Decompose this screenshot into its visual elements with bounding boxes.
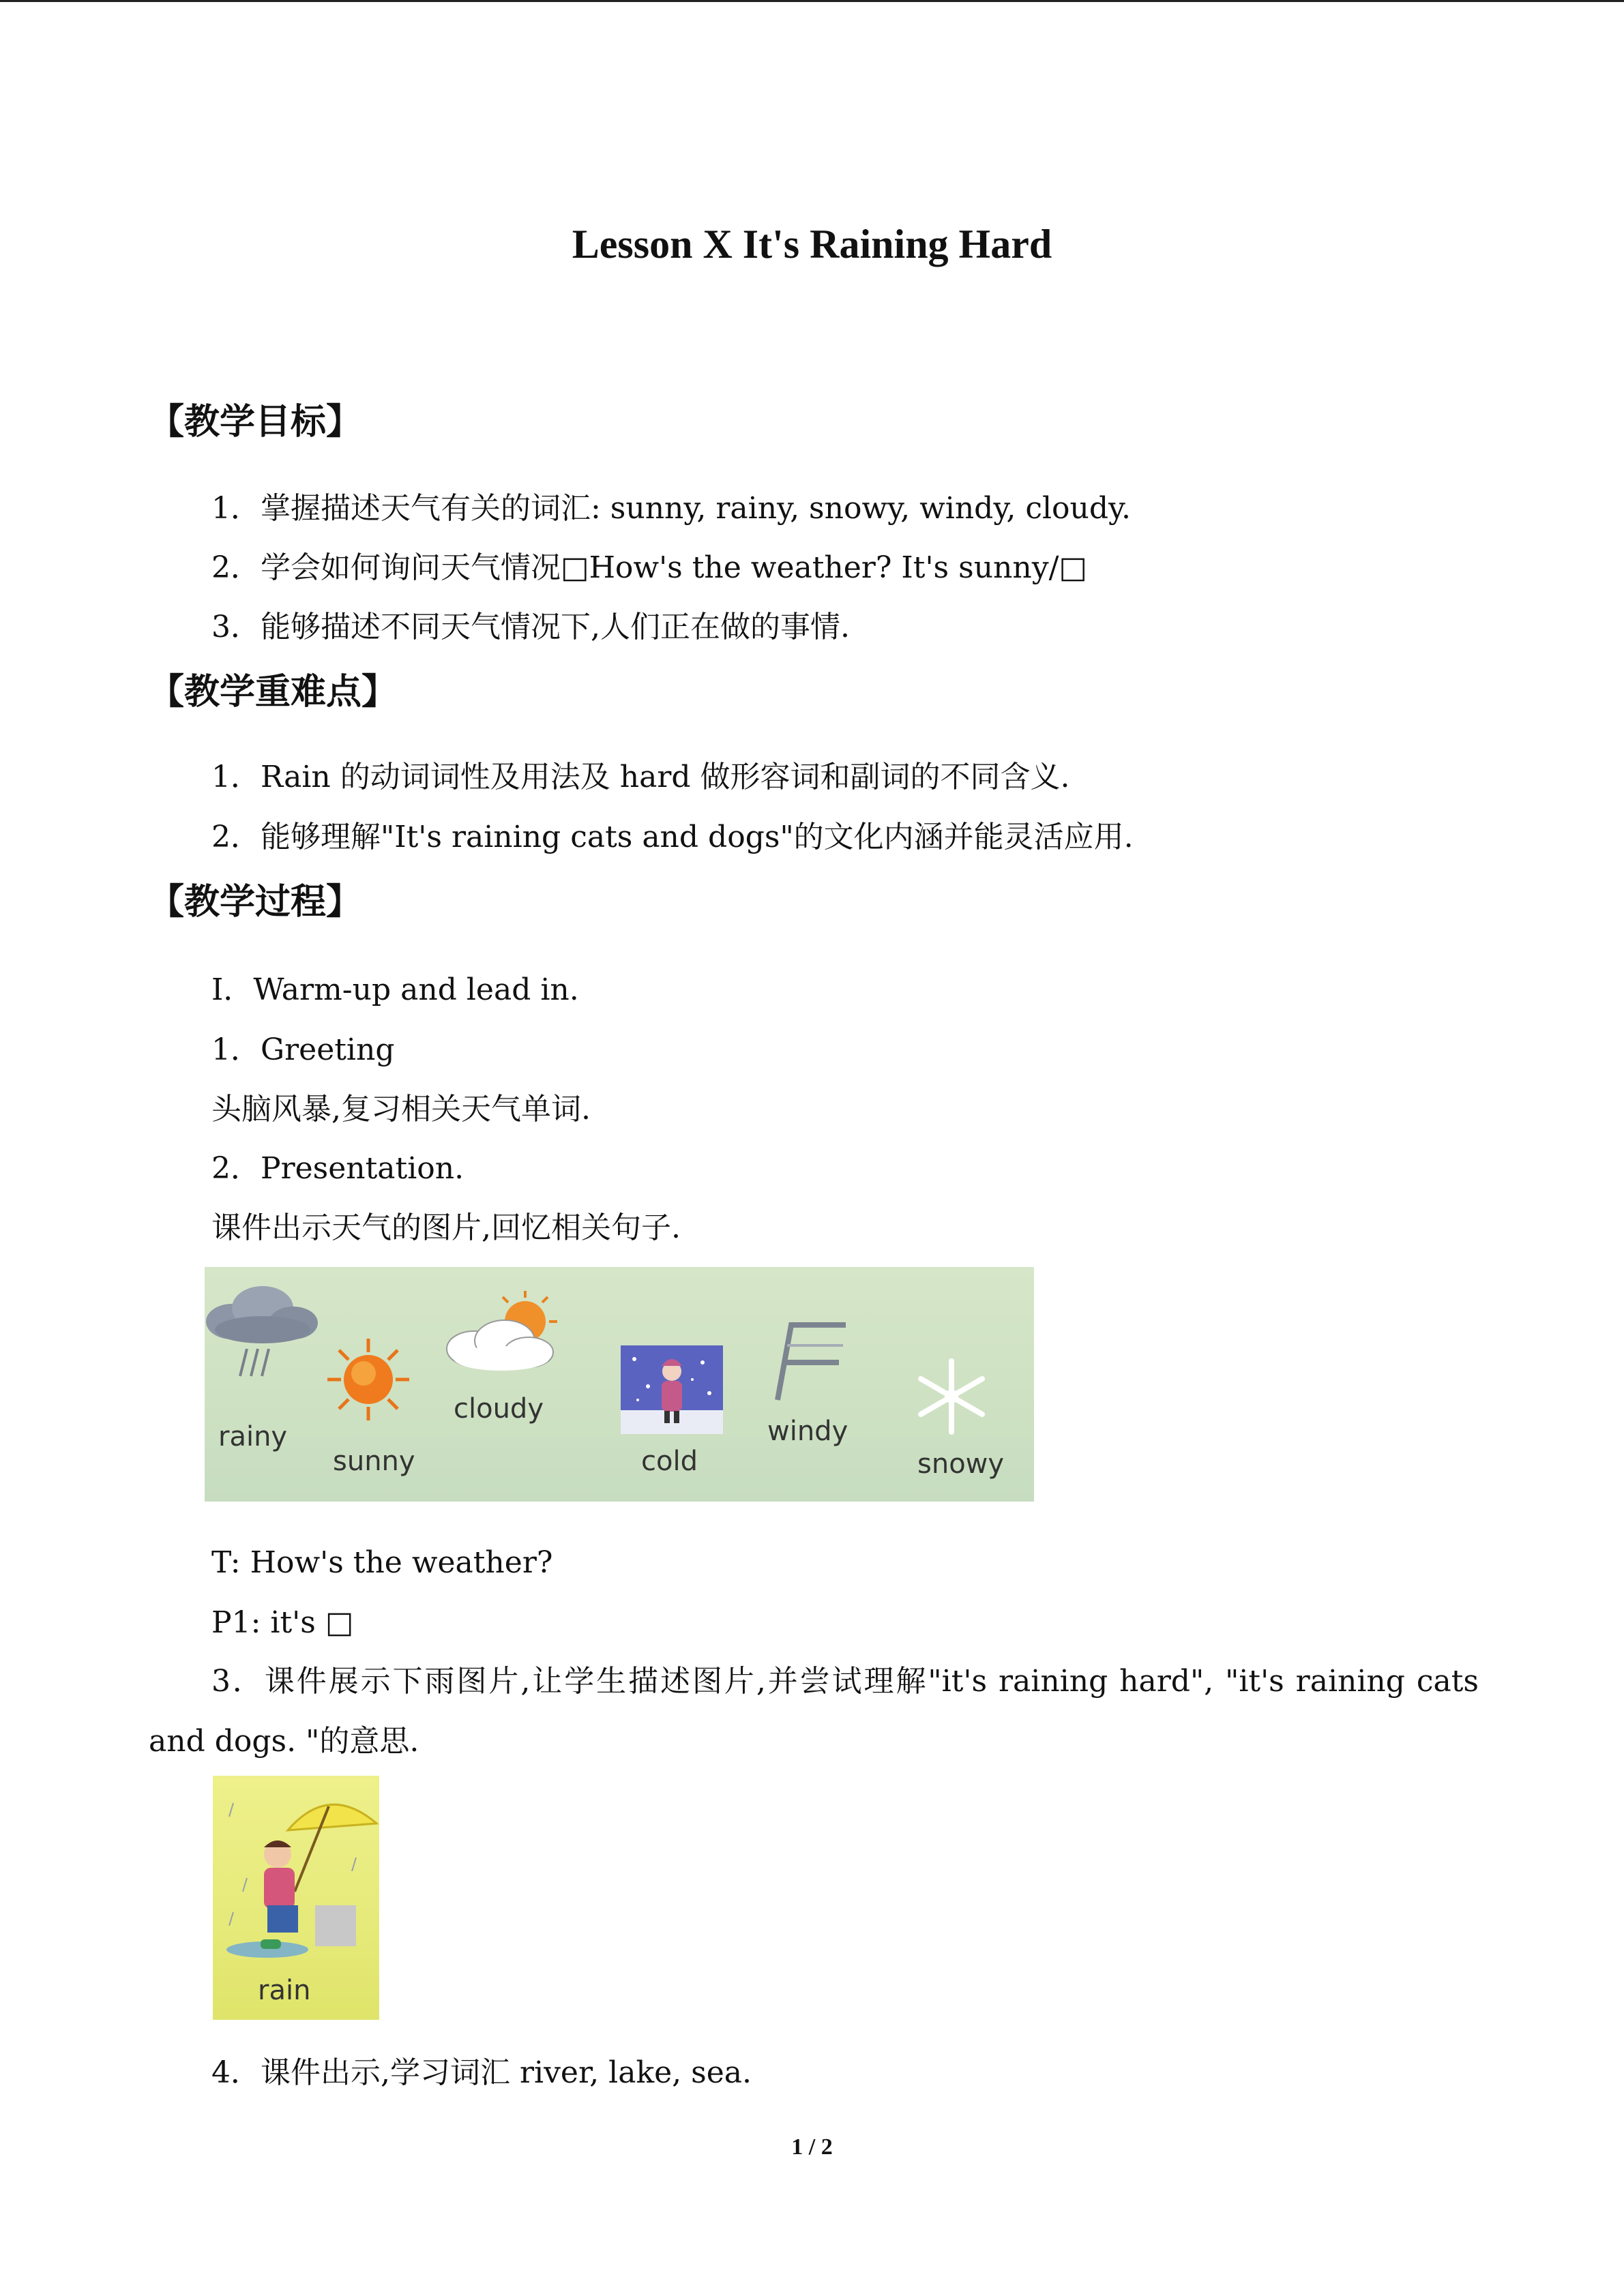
goal-item-2: 2．学会如何询问天气情况□How's the weather? It's sunny/□ — [211, 550, 1087, 585]
dialogue-teacher: T: How's the weather? — [211, 1545, 553, 1580]
section-heading-process: 【教学过程】 — [149, 882, 362, 923]
keypoint-item-1: 1．Rain 的动词词性及用法及 hard 做形容词和副词的不同含义. — [211, 760, 1070, 794]
sun-icon — [324, 1335, 413, 1424]
goal-item-1: 1．掌握描述天气有关的词汇: sunny, rainy, snowy, windy, cloudy. — [211, 491, 1132, 526]
cold-person-icon — [621, 1345, 723, 1434]
process-line-2: 1．Greeting — [211, 1032, 395, 1067]
girl-umbrella-icon — [213, 1776, 379, 1980]
cloud-sun-icon — [433, 1287, 570, 1383]
page-number: 1 / 2 — [791, 2134, 833, 2160]
process-paragraph-3: 3．课件展示下雨图片,让学生描述图片,并尝试理解"it's raining hard", "it's raining cats and dogs. "的意思. — [149, 1664, 1479, 1759]
keypoint-item-2: 2．能够理解"It's raining cats and dogs"的文化内涵并能灵活应用. — [211, 820, 1134, 854]
rain-image — [213, 1776, 379, 2020]
label-cloudy: cloudy — [454, 1393, 544, 1425]
dialogue-student: P1: it's □ — [211, 1605, 354, 1640]
top-border-line — [0, 0, 1624, 2]
process-line-4: 2．Presentation. — [211, 1151, 464, 1186]
rain-cloud-icon — [205, 1274, 321, 1383]
goal-item-3: 3．能够描述不同天气情况下,人们正在做的事情. — [211, 610, 850, 644]
snowflake-icon — [907, 1356, 996, 1437]
process-line-4-vocab: 4．课件出示,学习词汇 river, lake, sea. — [211, 2055, 752, 2090]
section-heading-keypoints: 【教学重难点】 — [149, 672, 398, 713]
label-snowy: snowy — [917, 1448, 1005, 1480]
process-line-3: 头脑风暴,复习相关天气单词. — [211, 1092, 591, 1127]
process-line-5: 课件出示天气的图片,回忆相关句子. — [211, 1210, 681, 1245]
label-rain: rain — [258, 1975, 311, 2006]
label-sunny: sunny — [333, 1446, 415, 1477]
weather-image — [205, 1267, 1034, 1502]
label-cold: cold — [641, 1446, 698, 1477]
process-line-1: Ⅰ．Warm-up and lead in. — [211, 972, 579, 1007]
page-title: Lesson X It's Raining Hard — [572, 222, 1052, 267]
label-windy: windy — [767, 1416, 848, 1447]
section-heading-goals: 【教学目标】 — [149, 402, 362, 443]
label-rainy: rainy — [218, 1421, 288, 1452]
wind-icon — [757, 1315, 853, 1403]
